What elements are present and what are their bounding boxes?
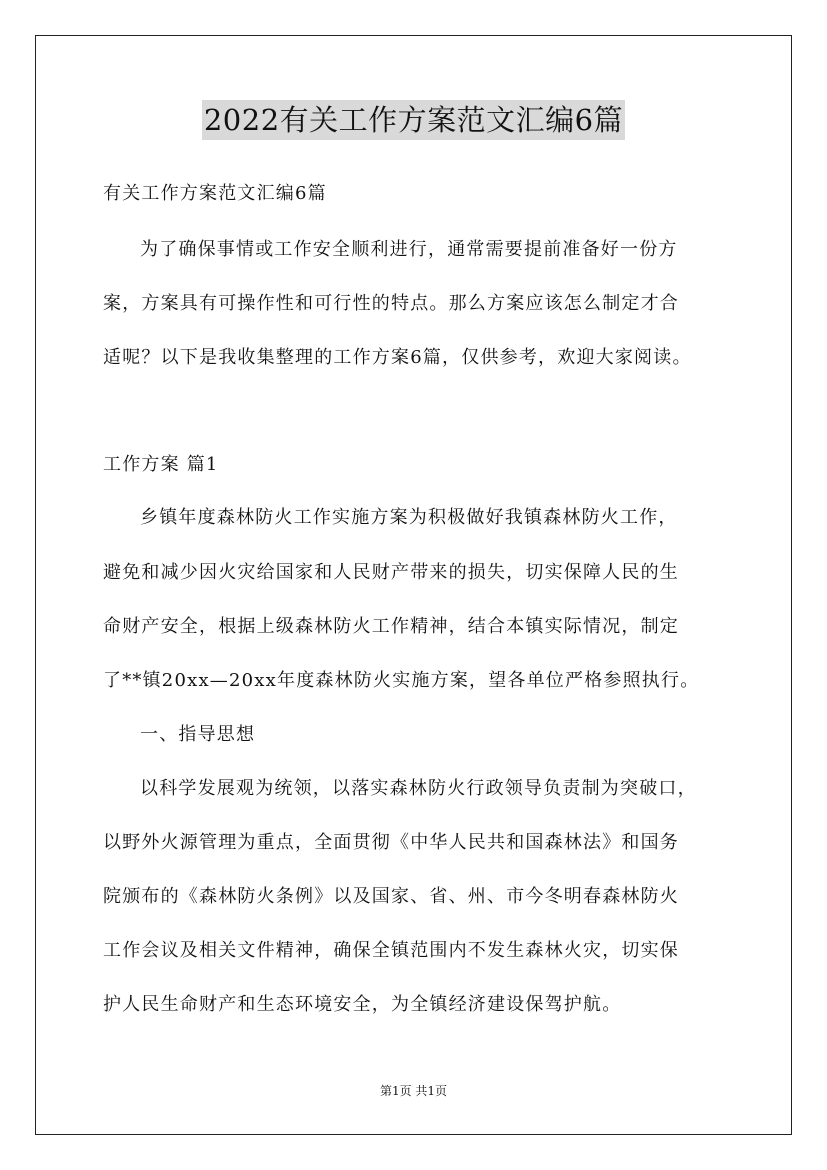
intro-line-1: 为了确保事情或工作安全顺利进行，通常需要提前准备好一份方	[140, 239, 678, 260]
page-footer: 第1页 共1页	[379, 1084, 448, 1098]
document-title: 2022有关工作方案范文汇编6篇	[202, 100, 625, 140]
guidance-line-3: 院颁布的《森林防火条例》以及国家、省、州、市今冬明春森林防火	[103, 886, 679, 907]
intro-line-2: 案，方案具有可操作性和可行性的特点。那么方案应该怎么制定才合	[103, 293, 679, 314]
intro-line-3: 适呢？以下是我收集整理的工作方案6篇，仅供参考，欢迎大家阅读。	[103, 347, 692, 368]
section-line-3: 命财产安全，根据上级森林防火工作精神，结合本镇实际情况，制定	[103, 616, 679, 637]
section-heading: 工作方案 篇1	[103, 454, 219, 475]
section-line-1: 乡镇年度森林防火工作实施方案为积极做好我镇森林防火工作，	[140, 507, 678, 528]
section-line-2: 避免和减少因火灾给国家和人民财产带来的损失，切实保障人民的生	[103, 562, 679, 583]
guidance-line-4: 工作会议及相关文件精神，确保全镇范围内不发生森林火灾，切实保	[103, 940, 679, 961]
guidance-subheading: 一、指导思想	[140, 724, 256, 745]
guidance-line-2: 以野外火源管理为重点，全面贯彻《中华人民共和国森林法》和国务	[103, 832, 679, 853]
title-container	[0, 100, 827, 140]
guidance-line-1: 以科学发展观为统领，以落实森林防火行政领导负责制为突破口，	[140, 778, 697, 799]
document-subtitle: 有关工作方案范文汇编6篇	[103, 183, 327, 204]
section-line-4: 了**镇20xx—20xx年度森林防火实施方案，望各单位严格参照执行。	[103, 670, 700, 691]
guidance-line-5: 护人民生命财产和生态环境安全，为全镇经济建设保驾护航。	[103, 994, 622, 1015]
